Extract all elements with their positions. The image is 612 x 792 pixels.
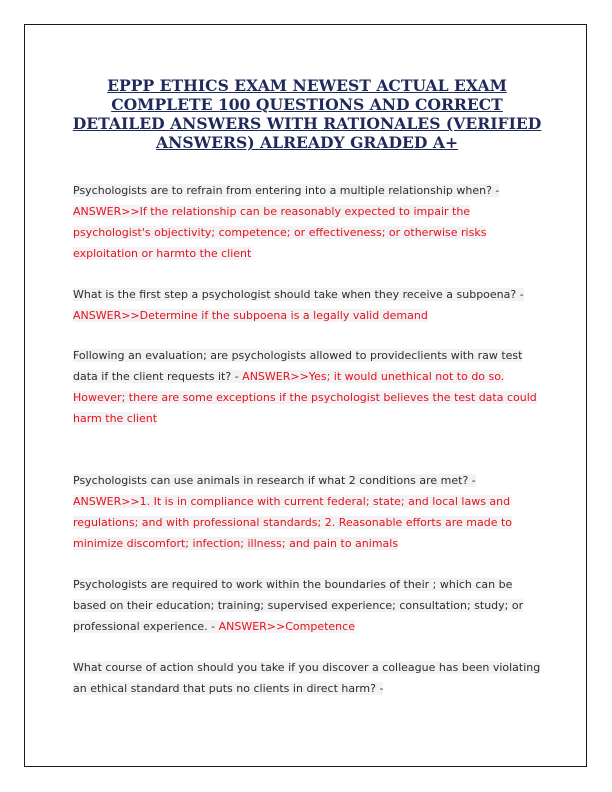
answer-text: ANSWER>>Competence <box>218 620 355 633</box>
question-text: What course of action should you take if you discover a colleague has been violating an ethical standard that puts no clients in direct harm? - <box>73 661 541 695</box>
question-text: Psychologists are to refrain from entering into a multiple relationship when? - <box>73 184 500 197</box>
qa-item <box>73 657 541 699</box>
answer-text: ANSWER>>1. It is in compliance with current federal; state; and local laws and regulations; and with professional standards; 2. Reasonable efforts are made to minimize discomfort; infection; illness; and pain to animals <box>73 495 512 550</box>
qa-item <box>73 284 541 326</box>
qa-item <box>73 345 541 429</box>
answer-text: ANSWER>>Determine if the subpoena is a legally valid demand <box>73 309 428 322</box>
question-text: Psychologists are required to work within the boundaries of their ; which can be based on their education; training; supervised experience; consultation; study; or professional experience. - <box>73 578 524 633</box>
document-title: EPPP ETHICS EXAM NEWEST ACTUAL EXAM COMPLETE 100 QUESTIONS AND CORRECT DETAILED ANSWERS WITH RATIONALES (VERIFIED ANSWERS) ALREADY GRADED A+ <box>72 76 542 152</box>
question-text: Psychologists can use animals in research if what 2 conditions are met? - <box>73 474 476 487</box>
answer-text: ANSWER>>If the relationship can be reasonably expected to impair the psychologist's objectivity; competence; or effectiveness; or otherwise risks exploitation or harmto the client <box>73 205 487 260</box>
qa-item <box>73 574 541 637</box>
question-text: What is the first step a psychologist should take when they receive a subpoena? - <box>73 288 524 301</box>
qa-item <box>73 470 541 554</box>
question-text: Following an evaluation; are psychologists allowed to provideclients with raw test data if the client requests it? - <box>73 349 523 383</box>
answer-text: ANSWER>>Yes; it would unethical not to do so. However; there are some exceptions if the psychologist believes the test data could harm the client <box>73 370 537 425</box>
qa-item <box>73 180 541 264</box>
